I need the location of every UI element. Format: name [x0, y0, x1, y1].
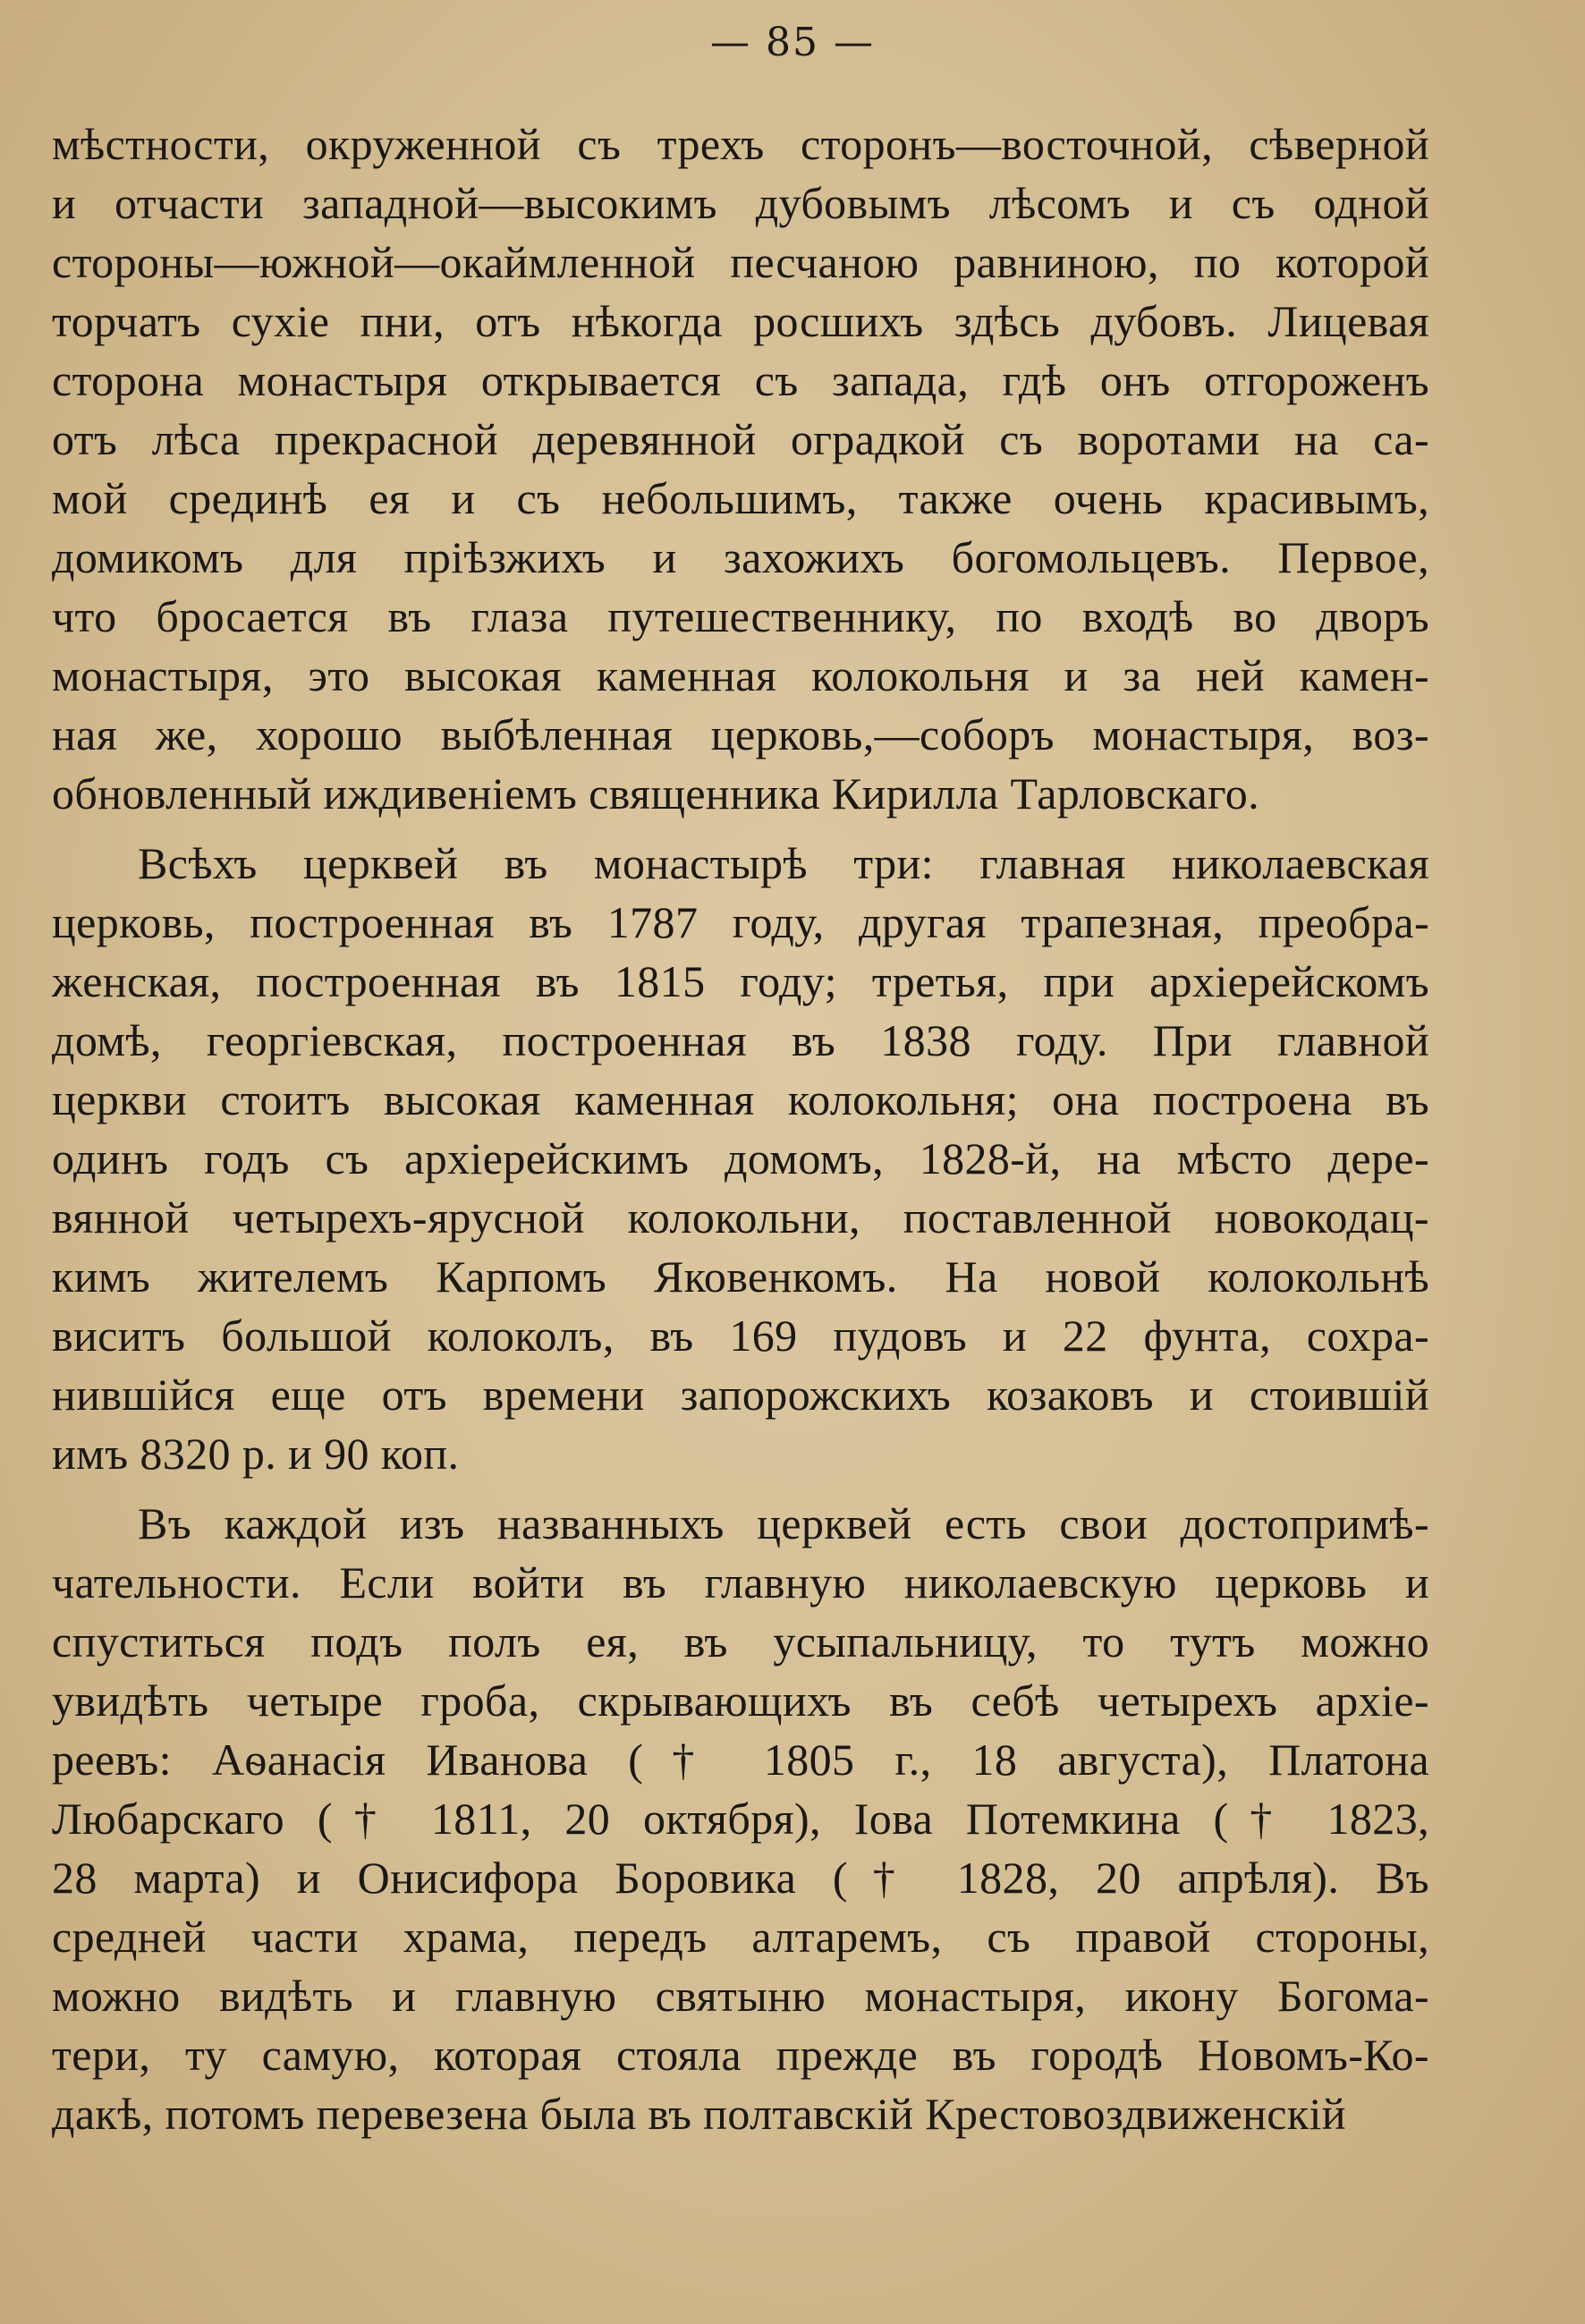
text-line: обновленный иждивеніемъ священника Кирилла Тарловскаго. — [52, 768, 1260, 818]
body-text — [52, 115, 1429, 2143]
paragraph-3 — [52, 1494, 1429, 2143]
text-line: спуститься подъ полъ ея, въ усыпальницу, то тутъ можно — [52, 1616, 1429, 1667]
text-line: сторона монастыря открывается съ запада, гдѣ онъ отгороженъ — [52, 355, 1429, 405]
page-number: — 85 — — [710, 20, 875, 65]
text-line: можно видѣть и главную святыню монастыря, икону Богома- — [52, 1971, 1429, 2021]
paragraph-2 — [52, 834, 1429, 1483]
text-line: тери, ту самую, которая стояла прежде въ городѣ Новомъ-Ко- — [52, 2030, 1429, 2080]
text-line: виситъ большой колоколъ, въ 169 пудовъ и 22 фунта, сохра- — [52, 1310, 1429, 1361]
text-line: мой срединѣ ея и съ небольшимъ, также очень красивымъ, — [52, 473, 1429, 523]
text-line: Любарскаго († 1811, 20 октября), Іова Потемкина († 1823, — [52, 1794, 1429, 1844]
text-line: и отчасти западной—высокимъ дубовымъ лѣсомъ и съ одной — [52, 178, 1429, 228]
text-line: отъ лѣса прекрасной деревянной оградкой съ воротами на са- — [52, 414, 1429, 464]
text-line: средней части храма, передъ алтаремъ, съ правой стороны, — [52, 1912, 1429, 1962]
text-line: торчатъ сухіе пни, отъ нѣкогда росшихъ здѣсь дубовъ. Лицевая — [52, 296, 1429, 346]
paragraph-1 — [52, 115, 1429, 823]
text-line: домѣ, георгіевская, построенная въ 1838 году. При главной — [52, 1015, 1429, 1065]
text-line: Въ каждой изъ названныхъ церквей есть свои достопримѣ- — [138, 1498, 1429, 1548]
text-line: кимъ жителемъ Карпомъ Яковенкомъ. На новой колокольнѣ — [52, 1251, 1429, 1302]
text-line: церкви стоитъ высокая каменная колокольня; она построена въ — [52, 1074, 1429, 1124]
text-line: что бросается въ глаза путешественнику, по входѣ во дворъ — [52, 591, 1429, 641]
text-line: вянной четырехъ-ярусной колокольни, поставленной новокодац- — [52, 1192, 1429, 1243]
text-line: нившійся еще отъ времени запорожскихъ козаковъ и стоившій — [52, 1370, 1429, 1420]
text-line: увидѣть четыре гроба, скрывающихъ въ себѣ четырехъ архіе- — [52, 1675, 1429, 1726]
text-line: женская, построенная въ 1815 году; третья, при архіерейскомъ — [52, 956, 1429, 1006]
text-line: Всѣхъ церквей въ монастырѣ три: главная николаевская — [138, 838, 1429, 888]
text-line: ная же, хорошо выбѣленная церковь,—соборъ монастыря, воз- — [52, 709, 1429, 759]
text-line: имъ 8320 р. и 90 коп. — [52, 1429, 460, 1479]
text-line: мѣстности, окруженной съ трехъ сторонъ—восточной, сѣверной — [52, 119, 1429, 169]
text-line: 28 марта) и Онисифора Боровика († 1828, 20 апрѣля). Въ — [52, 1853, 1429, 1903]
text-line: дакѣ, потомъ перевезена была въ полтавскій Крестовоздвиженскій — [52, 2089, 1346, 2139]
text-line: домикомъ для пріѣзжихъ и захожихъ богомольцевъ. Первое, — [52, 532, 1429, 582]
text-line: чательности. Если войти въ главную николаевскую церковь и — [52, 1557, 1429, 1607]
text-line: реевъ: Аѳанасія Иванова († 1805 г., 18 августа), Платона — [52, 1735, 1429, 1785]
text-line: церковь, построенная въ 1787 году, другая трапезная, преобра- — [52, 897, 1429, 947]
text-line: стороны—южной—окаймленной песчаною равниною, по которой — [52, 237, 1429, 287]
text-line: монастыря, это высокая каменная колокольня и за ней камен- — [52, 650, 1429, 700]
text-line: одинъ годъ съ архіерейскимъ домомъ, 1828-й, на мѣсто дере- — [52, 1133, 1429, 1183]
